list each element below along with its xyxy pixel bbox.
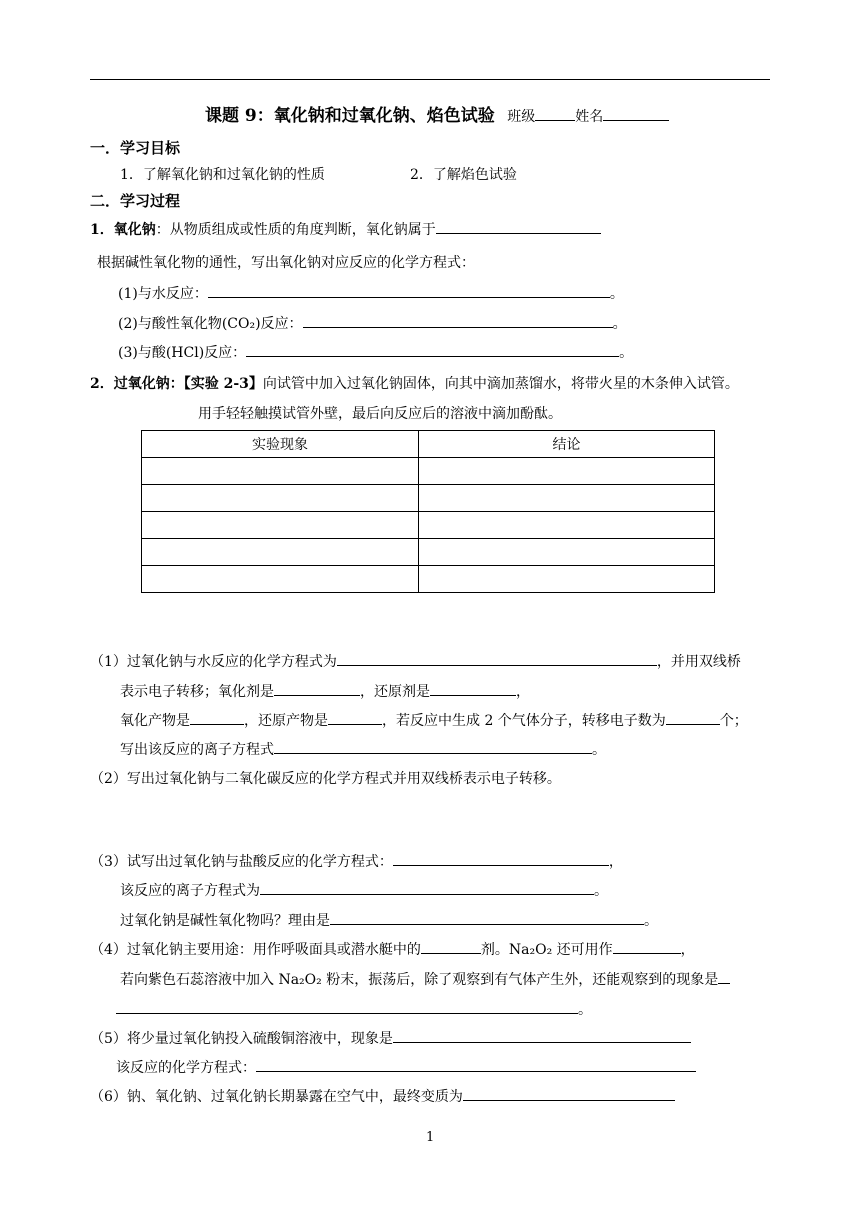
r2-blank[interactable] <box>303 313 613 328</box>
section1-heading: 一．学习目标 <box>90 139 181 157</box>
q1-ionic-blank[interactable] <box>274 739 592 754</box>
q5-phenomenon-label: （5）将少量过氧化钠投入硫酸铜溶液中，现象是 <box>90 1031 393 1047</box>
q5-line-a <box>90 1028 691 1048</box>
q4-use2-blank[interactable] <box>613 939 681 954</box>
q1-comma: ， <box>516 684 530 700</box>
reaction-1 <box>118 283 624 303</box>
p2-text: 向试管中加入过氧化钠固体，向其中滴加蒸馏水，将带火星的木条伸入试管。 <box>262 376 739 392</box>
q4-line-a <box>90 939 695 959</box>
section2-heading: 二．学习过程 <box>90 192 181 210</box>
q3-period-c: 。 <box>644 913 658 929</box>
q6-text: （6）钠、氧化钠、过氧化钠长期暴露在空气中，最终变质为 <box>90 1089 463 1105</box>
q3-line-b <box>120 880 608 900</box>
page-number: 1 <box>426 1130 435 1145</box>
q1-line-d <box>120 739 606 759</box>
table-cell[interactable] <box>142 512 419 539</box>
q3-line-a <box>90 851 623 871</box>
q1-reductant-label: ，还原剂是 <box>360 684 430 700</box>
q1-period: 。 <box>592 742 606 758</box>
q1-ox-product-blank[interactable] <box>190 710 244 725</box>
q5-equation-label: 该反应的化学方程式： <box>116 1060 256 1076</box>
table-cell[interactable] <box>142 539 419 566</box>
q1-oxidant-blank[interactable] <box>274 681 360 696</box>
q6-blank[interactable] <box>463 1086 675 1101</box>
q1-unit: 个； <box>719 713 748 729</box>
q1-equation-blank[interactable] <box>337 651 657 666</box>
name-blank[interactable] <box>603 106 669 121</box>
table-header-conclusion: 结论 <box>419 431 715 458</box>
q1-line-a <box>90 651 741 671</box>
q1-oxidant-label: 表示电子转移；氧化剂是 <box>120 684 274 700</box>
table-cell[interactable] <box>419 539 715 566</box>
q1-reductant-blank[interactable] <box>430 681 516 696</box>
goal-1: 1．了解氧化钠和过氧化钠的性质 <box>120 167 325 183</box>
q5-phenomenon-blank[interactable] <box>393 1028 691 1043</box>
p2-label: 2．过氧化钠 <box>90 376 170 392</box>
title-line <box>205 101 669 126</box>
q3-reason-label: 过氧化钠是碱性氧化物吗？理由是 <box>120 913 330 929</box>
q1-electrons-blank[interactable] <box>666 710 720 725</box>
q4-use2-label: 剂。Na₂O₂ 还可用作 <box>480 942 613 958</box>
table-row <box>142 485 715 512</box>
goal-2: 2．了解焰色试验 <box>410 167 517 183</box>
class-label: 班级 <box>507 109 536 125</box>
q4-period: 。 <box>578 1002 592 1018</box>
reaction-3 <box>118 342 633 362</box>
q4-comma: ， <box>680 942 695 958</box>
q2-text: （2）写出过氧化钠与二氧化碳反应的化学方程式并用双线桥表示电子转移。 <box>90 771 561 787</box>
p2-experiment: ：【实验 2-3】 <box>169 376 263 392</box>
q1-line-b <box>120 681 530 701</box>
r3-blank[interactable] <box>246 342 619 357</box>
q3-comma: ， <box>608 854 623 870</box>
table-cell[interactable] <box>419 566 715 593</box>
q1-ox-product-label: 氧化产物是 <box>120 713 190 729</box>
q3-ionic-label: 该反应的离子方程式为 <box>120 883 260 899</box>
q3-line-c <box>120 910 658 930</box>
p1-label: 1．氧化钠 <box>90 222 156 238</box>
p2-text2: 用手轻轻触摸试管外壁，最后向反应后的溶液中滴加酚酞。 <box>198 406 562 422</box>
q4-phenomenon-blank[interactable] <box>116 999 578 1014</box>
q5-equation-blank[interactable] <box>256 1057 696 1072</box>
header-rule <box>90 79 770 80</box>
p1-intro: 根据碱性氧化物的通性，写出氧化钠对应反应的化学方程式： <box>97 255 475 271</box>
table-header-row <box>142 431 715 458</box>
q5-line-b <box>116 1057 696 1077</box>
q1-red-product-blank[interactable] <box>328 710 382 725</box>
r1-blank[interactable] <box>208 283 610 298</box>
q4-line-b <box>120 969 730 989</box>
page-title: 课题 9：氧化钠和过氧化钠、焰色试验 <box>205 106 495 126</box>
q3-ionic-blank[interactable] <box>260 880 594 895</box>
r1-period: 。 <box>609 286 624 302</box>
table-cell[interactable] <box>142 458 419 485</box>
table-cell[interactable] <box>142 566 419 593</box>
q4-phenomenon-blank-start[interactable] <box>718 969 730 984</box>
q3-reason-blank[interactable] <box>330 910 644 925</box>
table-cell[interactable] <box>142 485 419 512</box>
para-sodium-oxide <box>90 219 601 239</box>
r3-period: 。 <box>619 345 634 361</box>
q3-period-b: 。 <box>594 883 608 899</box>
q1-text: （1）过氧化钠与水反应的化学方程式为 <box>90 654 337 670</box>
q1-red-product-label: ，还原产物是 <box>244 713 328 729</box>
r1-label: (1)与水反应： <box>118 286 208 302</box>
para-sodium-peroxide <box>90 373 739 393</box>
r2-label: (2)与酸性氧化物(CO₂)反应： <box>118 316 303 332</box>
p1-text: ：从物质组成或性质的角度判断，氧化钠属于 <box>155 222 436 238</box>
table-row <box>142 566 715 593</box>
table-cell[interactable] <box>419 485 715 512</box>
q1-ionic-label: 写出该反应的离子方程式 <box>120 742 274 758</box>
experiment-table <box>141 430 715 593</box>
table-row <box>142 512 715 539</box>
p1-blank[interactable] <box>436 219 601 234</box>
name-label: 姓名 <box>575 109 604 125</box>
class-blank[interactable] <box>535 106 575 121</box>
q6-line <box>90 1086 675 1106</box>
q1-electrons-label: ，若反应中生成 2 个气体分子，转移电子数为 <box>382 713 666 729</box>
q1-line-c <box>120 710 748 730</box>
table-cell[interactable] <box>419 458 715 485</box>
q3-text: （3）试写出过氧化钠与盐酸反应的化学方程式： <box>90 854 393 870</box>
q3-equation-blank[interactable] <box>393 851 609 866</box>
r2-period: 。 <box>612 316 627 332</box>
reaction-2 <box>118 313 627 333</box>
table-row <box>142 458 715 485</box>
table-cell[interactable] <box>419 512 715 539</box>
q4-use-label: （4）过氧化钠主要用途：用作呼吸面具或潜水艇中的 <box>90 942 421 958</box>
q1-end: ，并用双线桥 <box>656 654 741 670</box>
table-header-phenomenon: 实验现象 <box>142 431 419 458</box>
r3-label: (3)与酸(HCl)反应： <box>118 345 247 361</box>
table-row <box>142 539 715 566</box>
q4-line-c <box>116 999 592 1019</box>
q4-use-blank[interactable] <box>421 939 481 954</box>
q4-phenomenon-label: 若向紫色石蕊溶液中加入 Na₂O₂ 粉末，振荡后，除了观察到有气体产生外，还能观察到的现象是 <box>120 972 719 988</box>
